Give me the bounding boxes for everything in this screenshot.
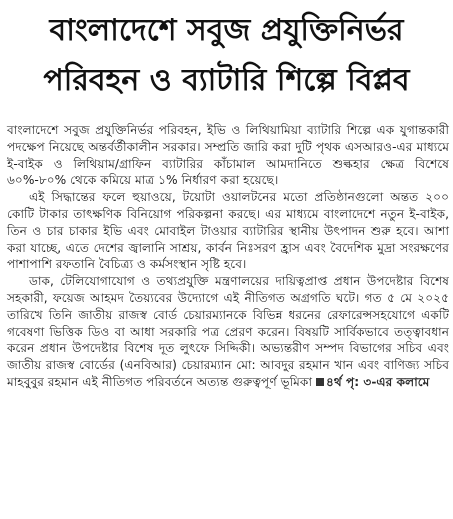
paragraph-1: বাংলাদেশে সবুজ প্রযুক্তিনির্ভর পরিবহন, ইভি ও লিথিয়ামিয়া ব্যাটারি শিল্পে এক যুগান্তকারী পদক্ষেপ নিয়েছে অন্তর্বর্তীকালীন সরকার। সম্প্রতি জারি করা দুটি পৃথক এসআরও-এর মাধ্যমে ই-বাইক ও লিথিয়াম/গ্রাফিন ব্যাটারির কাঁচামাল আমদানিতে শুল্কহার ক্ষেত্র বিশেষে ৬০%-৮০% থেকে কমিয়ে মাত্র ১% নির্ধারণ করা হয়েছে। xyxy=(7,123,449,188)
paragraph-3 xyxy=(7,273,449,391)
continuation-marker xyxy=(316,375,429,389)
paragraph-2: এই সিদ্ধান্তের ফলে হুয়াওয়ে, টয়োটা ওয়ালটনের মতো প্রতিষ্ঠানগুলো অন্তত ২০০ কোটি টাকার তাৎক্ষণিক বিনিয়োগ পরিকল্পনা করছে। এর মাধ্যমে বাংলাদেশে নতুন ই-বাইক, তিন ও চার চাকার ইভি এবং মোবাইল টাওয়ার ব্যাটারির স্থানীয় উৎপাদন শুরু হবে। আশা করা যাচ্ছে, এতে দেশের জ্বালানি সাশ্রয়, কার্বন নিঃসরণ হ্রাস এবং বৈদেশিক মুদ্রা সংরক্ষণের পাশাপাশি রফতানি বৈচিত্র্য ও কর্মসংস্থান সৃষ্টি হবে। xyxy=(7,190,449,272)
headline-line-2: পরিবহন ও ব্যাটারি শিল্পে বিপ্লব xyxy=(43,63,410,98)
headline-line-1: বাংলাদেশে সবুজ প্রযুক্তিনির্ভর xyxy=(49,13,404,48)
square-bullet-icon xyxy=(316,378,324,386)
article-body xyxy=(7,122,449,391)
paragraph-3-text: ডাক, টেলিযোগাযোগ ও তথ্যপ্রযুক্তি মন্ত্রণালয়ের দায়িত্বপ্রাপ্ত প্রধান উপদেষ্টার বিশেষ সহকারী, ফয়েজ আহমদ তৈয়্যবের উদ্যোগে এই নীতিগত অগ্রগতি ঘটে। গত ৫ মে ২০২৫ তারিখে তিনি জাতীয় রাজস্ব বোর্ড চেয়ারম্যানকে বিভিন্ন ধরনের রেফারেন্সসহযোগে একটি গবেষণা ভিত্তিক ডিও বা আধা সরকারি পত্র প্রেরণ করেন। বিষয়টি সার্বিকভাবে তত্ত্বাবধান করেন প্রধান উপদেষ্টার বিশেষ দূত লুৎফে সিদ্দিকী। অভ্যন্তরীণ সম্পদ বিভাগের সচিব এবং জাতীয় রাজস্ব বোর্ডের (এনবিআর) চেয়ারম্যান মো: আবদুর রহমান খান এবং বাণিজ্য সচিব মাহবুবুর রহমান এই নীতিগত পরিবর্তনে অত্যন্ত গুরুত্বপূর্ণ ভূমিকা xyxy=(7,274,449,389)
headline xyxy=(0,6,453,106)
continuation-text: ৪র্থ পৃ: ৩-এর কলামে xyxy=(325,374,430,389)
